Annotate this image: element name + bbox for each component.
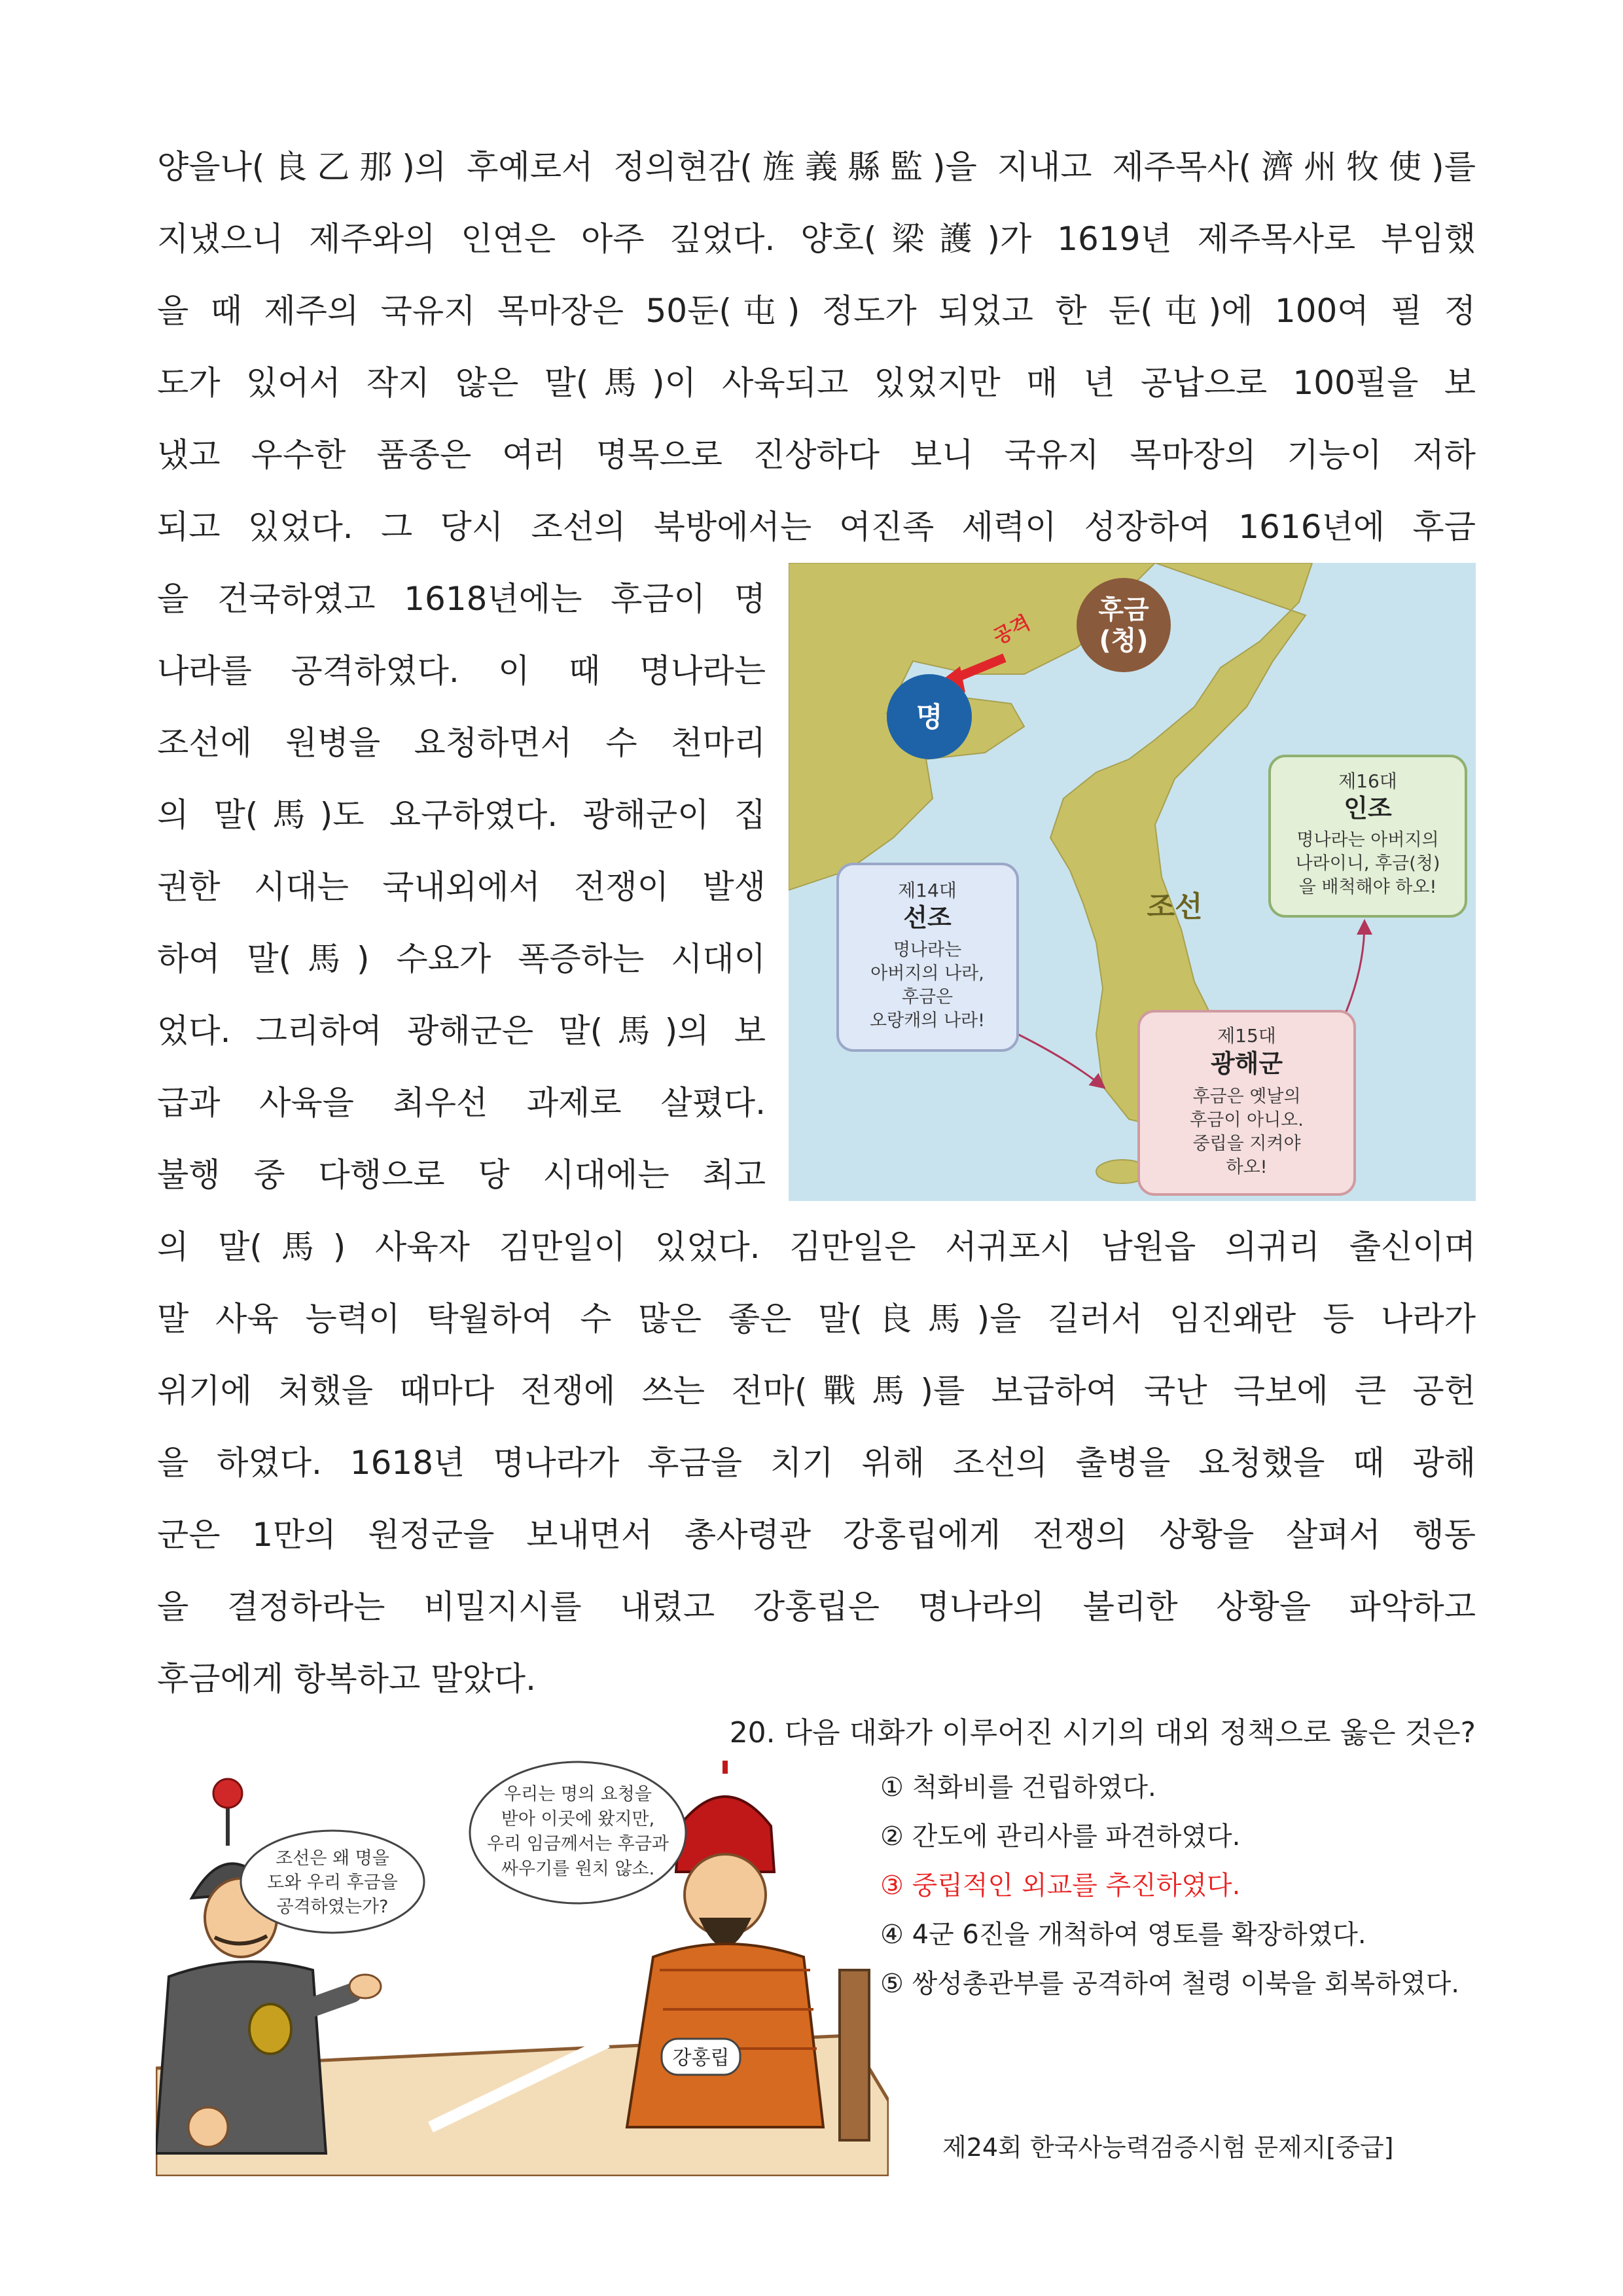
text-line: 도가 있어서 작지 않은 말(馬)이 사육되고 있었지만 매 년 공납으로 100필을 보	[157, 364, 1476, 402]
korea-map-illustration	[789, 563, 1476, 1201]
text-line: 의 말(馬)도 요구하였다. 광해군이 집	[157, 796, 766, 834]
king-quote-line: 후금이 아니오.	[1190, 1110, 1304, 1130]
option-mark: ⑤	[880, 1969, 904, 1999]
bubble-line: 공격하였는가?	[276, 1897, 389, 1917]
answer-option-2[interactable]	[880, 1820, 1240, 1854]
king-order: 제14대	[898, 880, 957, 901]
seonjo-box	[838, 864, 1018, 1050]
name-tag	[662, 2039, 740, 2075]
text-line: 의 말(馬) 사육자 김만일이 있었다. 김만일은 서귀포시 남원읍 의귀리 출신이며	[157, 1228, 1476, 1266]
king-quote-line: 오랑캐의 나라!	[870, 1011, 985, 1031]
joseon-label: 조선	[1147, 890, 1203, 924]
king-quote-line: 아버지의 나라,	[870, 963, 984, 984]
king-quote-line: 하오!	[1226, 1157, 1268, 1177]
option-text: 척화비를 건립하였다.	[912, 1772, 1156, 1803]
ming-badge	[887, 674, 972, 759]
bubble-line: 조선은 왜 명을	[276, 1848, 389, 1869]
king-quote-line: 나라이니, 후금(청)	[1295, 853, 1440, 874]
later-jin-label: 후금	[1098, 595, 1149, 625]
question-title: 20. 다음 대화가 이루어진 시기의 대외 정책으로 옳은 것은?	[729, 1716, 1476, 1749]
source-footer: 제24회 한국사능력검증시험 문제지[중급]	[942, 2133, 1394, 2162]
later-jin-badge	[1077, 578, 1171, 672]
bubble-line: 도와 우리 후금을	[267, 1873, 398, 1893]
text-line: 을 건국하였고 1618년에는 후금이 명	[157, 580, 766, 618]
bubble-line: 우리는 명의 요청을	[504, 1784, 652, 1804]
king-name: 광해군	[1210, 1049, 1283, 1078]
king-quote-line: 후금은	[901, 987, 954, 1007]
king-quote-line: 을 배척해야 하오!	[1298, 877, 1437, 897]
text-line: 을 하였다. 1618년 명나라가 후금을 치기 위해 조선의 출병을 요청했을 때 광해	[157, 1444, 1476, 1482]
king-quote-line: 중립을 지켜야	[1192, 1134, 1301, 1154]
king-name: 선조	[903, 903, 952, 932]
option-mark: ①	[880, 1772, 904, 1803]
text-line: 양을나(良乙那)의 후예로서 정의현감(旌義縣監)을 지내고 제주목사(濟州牧使)를	[157, 148, 1476, 186]
king-quote-line: 후금은 옛날의	[1192, 1086, 1301, 1107]
text-line: 되고 있었다. 그 당시 조선의 북방에서는 여진족 세력이 성장하여 1616년에 후금	[157, 508, 1476, 546]
king-order: 제15대	[1217, 1025, 1276, 1047]
text-line: 었다. 그리하여 광해군은 말(馬)의 보	[157, 1012, 766, 1050]
option-mark: ②	[880, 1821, 904, 1852]
text-line: 후금에게 항복하고 말았다.	[157, 1660, 536, 1698]
bubble-line: 우리 임금께서는 후금과	[487, 1834, 669, 1854]
later-jin-sub: (청)	[1099, 626, 1149, 656]
king-order: 제16대	[1338, 770, 1397, 792]
text-line: 조선에 원병을 요청하면서 수 천마리	[157, 724, 766, 762]
text-line: 군은 1만의 원정군을 보내면서 총사령관 강홍립에게 전쟁의 상황을 살펴서 행동	[157, 1516, 1476, 1554]
gwanghaegun-box	[1139, 1011, 1355, 1194]
left-speech-bubble	[241, 1831, 424, 1933]
text-line: 지냈으니 제주와의 인연은 아주 깊었다. 양호(梁護)가 1619년 제주목사로 부임했	[157, 220, 1476, 258]
text-line: 을 결정하라는 비밀지시를 내렸고 강홍립은 명나라의 불리한 상황을 파악하고	[157, 1588, 1476, 1626]
king-quote-line: 명나라는 아버지의	[1296, 830, 1439, 850]
text-line: 권한 시대는 국내외에서 전쟁이 발생	[157, 868, 766, 906]
option-text: 간도에 관리사를 파견하였다.	[912, 1821, 1241, 1852]
king-name: 인조	[1344, 794, 1392, 823]
option-mark: ④	[880, 1920, 904, 1950]
text-line: 위기에 처했을 때마다 전쟁에 쓰는 전마(戰馬)를 보급하여 국난 극보에 큰 공헌	[157, 1372, 1476, 1410]
name-tag-label: 강홍립	[672, 2047, 730, 2070]
option-text: 4군 6진을 개척하여 영토를 확장하였다.	[912, 1920, 1366, 1950]
bubble-line: 받아 이곳에 왔지만,	[501, 1809, 655, 1829]
injo-box	[1270, 756, 1466, 916]
bubble-line: 싸우기를 원치 않소.	[501, 1859, 655, 1879]
text-line: 하여 말(馬) 수요가 폭증하는 시대이	[157, 940, 766, 978]
answer-option-1[interactable]	[880, 1770, 1156, 1804]
ming-label: 명	[916, 701, 943, 733]
text-line: 을 때 제주의 국유지 목마장은 50둔(屯) 정도가 되었고 한 둔(屯)에 100여 필 정	[157, 292, 1476, 330]
text-line: 나라를 공격하였다. 이 때 명나라는	[157, 652, 766, 690]
answer-option-3[interactable]	[880, 1869, 1240, 1903]
text-line: 냈고 우수한 품종은 여러 명목으로 진상하다 보니 국유지 목마장의 기능이 저하	[157, 436, 1476, 474]
attack-label: 공격	[990, 611, 1034, 650]
answer-option-5[interactable]	[880, 1967, 1459, 2001]
answer-option-4[interactable]	[880, 1918, 1366, 1952]
chair	[840, 1970, 869, 2140]
king-quote-line: 명나라는	[893, 940, 962, 960]
text-line: 말 사육 능력이 탁월하여 수 많은 좋은 말(良馬)을 길러서 임진왜란 등 나라가	[157, 1300, 1476, 1338]
text-line: 급과 사육을 최우선 과제로 살폈다.	[157, 1084, 766, 1122]
option-text: 중립적인 외교를 추진하였다.	[912, 1871, 1241, 1901]
right-speech-bubble	[470, 1762, 686, 1903]
text-line: 불행 중 다행으로 당 시대에는 최고	[157, 1156, 766, 1194]
dialogue-cartoon	[156, 1761, 889, 2176]
option-text: 쌍성총관부를 공격하여 철령 이북을 회복하였다.	[912, 1969, 1459, 1999]
option-mark: ③	[880, 1871, 904, 1901]
